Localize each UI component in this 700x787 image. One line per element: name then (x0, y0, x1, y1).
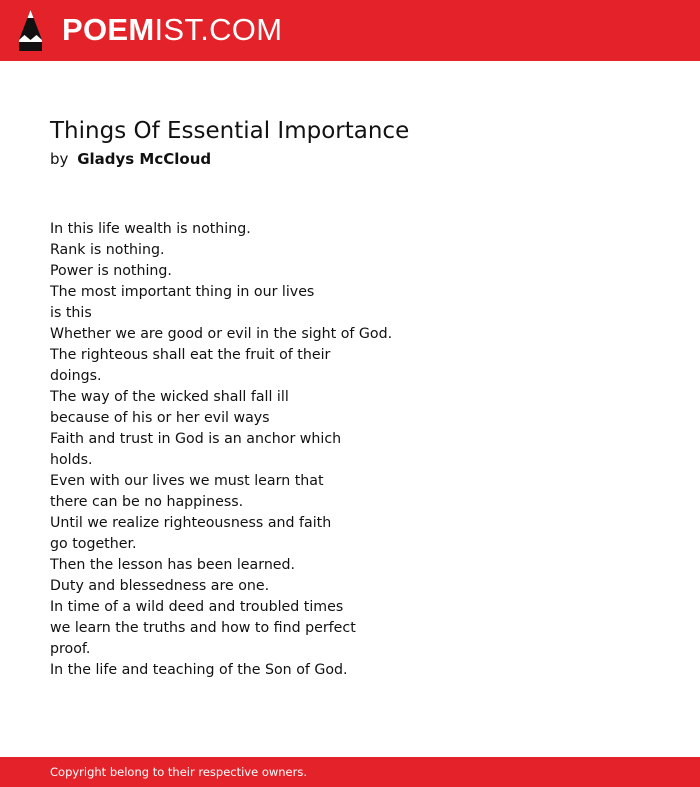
logo-light-text: IST.COM (154, 12, 283, 47)
poem-line: Until we realize righteousness and faith (50, 515, 332, 531)
author-name: Gladys McCloud (77, 150, 212, 168)
by-label: by (50, 150, 69, 168)
poem-line: Then the lesson has been learned. (50, 557, 296, 573)
poem-line: Even with our lives we must learn that (50, 473, 324, 489)
poem-line: is this (50, 305, 92, 321)
poem-line: In time of a wild deed and troubled times (50, 599, 344, 615)
site-logo[interactable] (62, 13, 282, 47)
logo-bold-text: POEM (62, 12, 155, 47)
poem-line: Whether we are good or evil in the sight of God. (50, 326, 393, 342)
poem-line: holds. (50, 452, 93, 468)
pencil-logo-icon[interactable] (18, 10, 43, 51)
poem-line: Faith and trust in God is an anchor which (50, 431, 342, 447)
poem-line: Power is nothing. (50, 263, 172, 279)
poem-line: because of his or her evil ways (50, 410, 270, 426)
poem-body (50, 219, 392, 681)
poem-line: The righteous shall eat the fruit of their (50, 347, 331, 363)
site-header (0, 0, 700, 61)
poem-line: doings. (50, 368, 102, 384)
poem-line: In this life wealth is nothing. (50, 221, 251, 237)
poem-line: there can be no happiness. (50, 494, 244, 510)
copyright-text: Copyright belong to their respective owners. (50, 765, 308, 779)
poem-line: The most important thing in our lives (50, 284, 315, 300)
poem-line: go together. (50, 536, 137, 552)
poem-line: The way of the wicked shall fall ill (50, 389, 289, 405)
poem-line: proof. (50, 641, 91, 657)
poem-line: In the life and teaching of the Son of God. (50, 662, 348, 678)
byline (50, 149, 211, 169)
poem-title: Things Of Essential Importance (50, 118, 410, 144)
poem-line: we learn the truths and how to find perfect (50, 620, 356, 636)
poem-line: Rank is nothing. (50, 242, 165, 258)
poem-line: Duty and blessedness are one. (50, 578, 270, 594)
site-footer (0, 757, 700, 787)
